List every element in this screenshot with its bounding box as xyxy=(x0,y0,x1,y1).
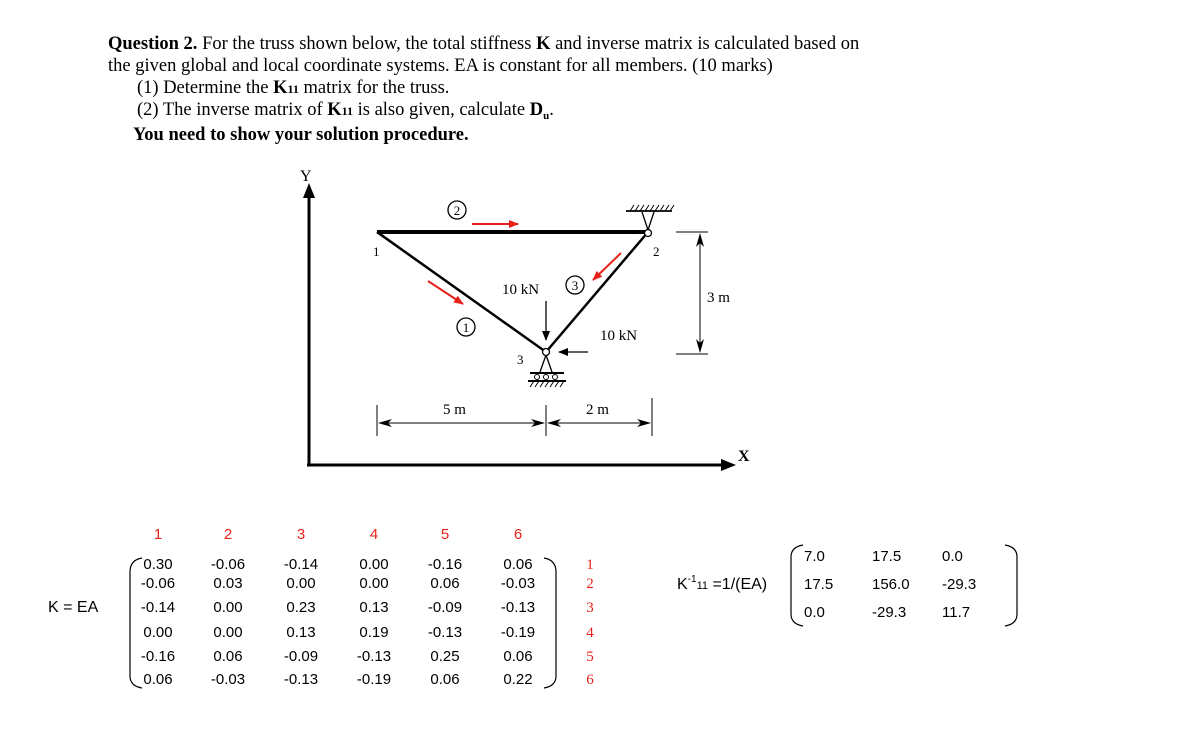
stiffness-row-index: 6 xyxy=(586,672,594,688)
question-item-2: (2) The inverse matrix of K11 is also given, calculate $D_u$. xyxy=(137,100,554,122)
stiffness-cell: -0.09 xyxy=(283,648,319,665)
question-instruction: You need to show your solution procedure. xyxy=(133,125,469,145)
stiffness-column-index: 3 xyxy=(296,526,306,543)
stiffness-column-index: 6 xyxy=(513,526,523,543)
stiffness-cell: 0.06 xyxy=(503,556,533,573)
dimension-2m-label: 2 m xyxy=(586,402,609,418)
inverse-cell: 17.5 xyxy=(872,548,902,565)
node-2-label: 2 xyxy=(653,244,660,259)
stiffness-matrix xyxy=(48,526,594,688)
stiffness-cell: -0.13 xyxy=(283,671,319,688)
stiffness-cell: -0.03 xyxy=(210,671,246,688)
question-item-1: (1) Determine the K11 matrix for the truss. xyxy=(137,78,450,98)
stiffness-cell: 0.23 xyxy=(286,599,316,616)
inverse-cells xyxy=(804,548,976,621)
stiffness-cell: 0.00 xyxy=(359,556,389,573)
question-number: Question 2. xyxy=(108,34,198,54)
node-3-label: 3 xyxy=(517,352,524,367)
stiffness-column-index: 4 xyxy=(369,526,379,543)
stiffness-cell: -0.06 xyxy=(140,575,176,592)
stiffness-row-indices xyxy=(586,557,594,688)
inverse-left-bracket xyxy=(791,545,803,626)
stiffness-cell: -0.19 xyxy=(356,671,392,688)
stiffness-cell: -0.09 xyxy=(427,599,463,616)
stiffness-cell: 0.13 xyxy=(359,599,389,616)
stiffness-cell: 0.25 xyxy=(430,648,460,665)
question-line-1: Question 2. For the truss shown below, the total stiffness K and inverse matrix is calculated based on xyxy=(108,34,860,54)
inverse-cell: -29.3 xyxy=(872,604,907,621)
x-axis-label: X xyxy=(738,448,750,465)
stiffness-cells xyxy=(141,556,535,688)
stiffness-column-index: 2 xyxy=(223,526,233,543)
inverse-cell: -29.3 xyxy=(942,576,977,593)
stiffness-cell: -0.06 xyxy=(210,556,246,573)
stiffness-cell: 0.06 xyxy=(430,575,460,592)
stiffness-column-indices xyxy=(154,526,522,543)
stiffness-row-index: 1 xyxy=(586,557,594,573)
stiffness-lhs: K = EA xyxy=(48,599,99,616)
inverse-right-bracket xyxy=(1005,545,1017,626)
inverse-cell: 156.0 xyxy=(872,576,910,593)
stiffness-cell: 0.19 xyxy=(359,624,389,641)
stiffness-cell: 0.30 xyxy=(143,556,173,573)
stiffness-cell: 0.00 xyxy=(143,624,173,641)
inverse-lhs: $K^{-1}_{11} =1/(EA)$ xyxy=(677,574,768,593)
stiffness-cell: 0.06 xyxy=(143,671,173,688)
y-axis-label: Y xyxy=(300,168,312,185)
node-1-label: 1 xyxy=(373,244,380,259)
dimension-3m-label: 3 m xyxy=(707,290,730,306)
inverse-matrix xyxy=(677,545,1017,626)
stiffness-row-index: 4 xyxy=(586,625,594,641)
inverse-cell: 17.5 xyxy=(804,576,834,593)
stiffness-cell: -0.19 xyxy=(500,624,536,641)
stiffness-cell: -0.13 xyxy=(500,599,536,616)
stiffness-cell: 0.22 xyxy=(503,671,533,688)
stiffness-cell: 0.00 xyxy=(213,599,243,616)
vertical-load-label: 10 kN xyxy=(502,282,540,298)
stiffness-cell: -0.14 xyxy=(140,599,176,616)
member-2-label: 2 xyxy=(453,203,461,218)
stiffness-row-index: 3 xyxy=(586,600,594,616)
inverse-cell: 0.0 xyxy=(942,548,963,565)
stiffness-cell: 0.00 xyxy=(286,575,316,592)
stiffness-cell: 0.06 xyxy=(430,671,460,688)
inverse-cell: 0.0 xyxy=(804,604,825,621)
member-1-label: 1 xyxy=(462,320,470,335)
stiffness-column-index: 5 xyxy=(440,526,450,543)
stiffness-cell: -0.14 xyxy=(283,556,319,573)
stiffness-cell: 0.13 xyxy=(286,624,316,641)
stiffness-cell: -0.13 xyxy=(356,648,392,665)
stiffness-cell: -0.16 xyxy=(140,648,176,665)
stiffness-cell: -0.16 xyxy=(427,556,463,573)
stiffness-cell: 0.00 xyxy=(213,624,243,641)
stiffness-cell: 0.06 xyxy=(503,648,533,665)
horizontal-load-label: 10 kN xyxy=(600,328,638,344)
stiffness-cell: -0.13 xyxy=(427,624,463,641)
inverse-cell: 11.7 xyxy=(942,604,971,621)
stiffness-cell: 0.06 xyxy=(213,648,243,665)
member-3-label: 3 xyxy=(571,278,579,293)
inverse-cell: 7.0 xyxy=(804,548,825,565)
stiffness-row-index: 2 xyxy=(586,576,594,592)
stiffness-cell: -0.03 xyxy=(500,575,536,592)
stiffness-right-bracket xyxy=(544,558,556,688)
stiffness-cell: 0.03 xyxy=(213,575,243,592)
stiffness-cell: 0.00 xyxy=(359,575,389,592)
dimension-5m-label: 5 m xyxy=(443,402,466,418)
stiffness-column-index: 1 xyxy=(153,526,163,543)
stiffness-row-index: 5 xyxy=(586,649,594,665)
question-line-2: the given global and local coordinate systems. EA is constant for all members. (10 marks) xyxy=(108,56,773,76)
